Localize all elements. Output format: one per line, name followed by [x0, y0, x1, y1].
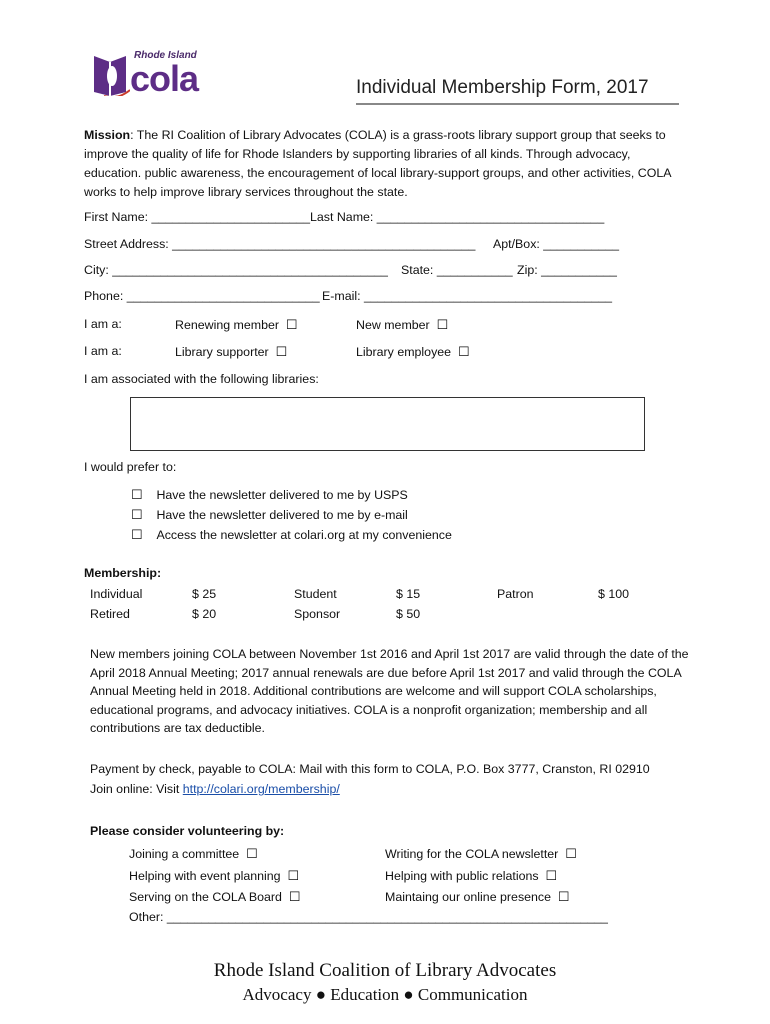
- volunteer-event-checkbox[interactable]: ☐: [287, 868, 300, 883]
- book-icon: [90, 52, 130, 96]
- footer-tagline: Advocacy ● Education ● Communication: [242, 985, 528, 1004]
- volunteer-newsletter-checkbox[interactable]: ☐: [565, 846, 577, 861]
- new-member-option[interactable]: [356, 317, 448, 333]
- library-employee-label: Library employee: [356, 345, 452, 359]
- email-field[interactable]: E-mail: ____________________________________: [322, 289, 613, 303]
- membership-retired: Retired: [90, 607, 130, 621]
- volunteer-board[interactable]: [129, 889, 300, 905]
- iam-label-2: I am a:: [84, 344, 122, 358]
- volunteer-committee-checkbox[interactable]: ☐: [246, 846, 258, 861]
- page-title: Individual Membership Form, 2017: [356, 77, 649, 98]
- membership-individual-price: $ 25: [192, 587, 217, 601]
- libraries-textbox[interactable]: [130, 397, 645, 451]
- mission-label: Mission: [84, 128, 131, 142]
- cola-logo: [90, 46, 220, 102]
- volunteer-board-checkbox[interactable]: ☐: [288, 889, 301, 904]
- library-employee-checkbox[interactable]: ☐: [457, 344, 470, 359]
- phone-field[interactable]: Phone: ____________________________: [84, 289, 320, 303]
- volunteer-pr-label: Helping with public relations: [385, 869, 539, 883]
- membership-student: Student: [294, 587, 337, 601]
- membership-patron: Patron: [497, 587, 534, 601]
- title-rule: [356, 103, 679, 105]
- library-supporter-option[interactable]: [175, 344, 287, 360]
- usps-checkbox[interactable]: ☐: [131, 487, 143, 502]
- payment-instructions: Payment by check, payable to COLA: Mail with this form to COLA, P.O. Box 3777, Cranston, RI 02910: [90, 762, 650, 776]
- prefer-label: I would prefer to:: [84, 460, 177, 474]
- first-name-field[interactable]: First Name: _______________________: [84, 210, 310, 224]
- street-address-field[interactable]: Street Address: ____________________________________________: [84, 237, 476, 251]
- volunteer-heading: Please consider volunteering by:: [90, 824, 285, 838]
- membership-retired-price: $ 20: [192, 607, 217, 621]
- renewing-member-option[interactable]: [175, 317, 298, 333]
- library-supporter-label: Library supporter: [175, 345, 269, 359]
- volunteer-pr-checkbox[interactable]: ☐: [545, 868, 558, 883]
- membership-individual: Individual: [90, 587, 143, 601]
- volunteer-committee-label: Joining a committee: [129, 847, 240, 861]
- new-member-label: New member: [356, 318, 430, 332]
- email-newsletter-label: Have the newsletter delivered to me by e-mail: [156, 508, 408, 522]
- volunteer-online[interactable]: [385, 889, 570, 905]
- volunteer-online-label: Maintaing our online presence: [385, 890, 552, 904]
- logo-big-text: cola: [130, 58, 199, 99]
- volunteer-pr[interactable]: [385, 868, 557, 884]
- logo-small-text: Rhode Island: [134, 50, 197, 61]
- iam-label-1: I am a:: [84, 317, 122, 331]
- volunteer-event[interactable]: [129, 868, 299, 884]
- membership-patron-price: $ 100: [598, 587, 630, 601]
- prefer-option-usps[interactable]: [131, 487, 408, 503]
- last-name-field[interactable]: Last Name: _________________________________: [310, 210, 605, 224]
- email-newsletter-checkbox[interactable]: ☐: [131, 507, 143, 522]
- join-online-label: Join online: Visit: [90, 782, 183, 796]
- renewing-member-label: Renewing member: [175, 318, 279, 332]
- volunteer-board-label: Serving on the COLA Board: [129, 890, 282, 904]
- membership-sponsor-price: $ 50: [396, 607, 421, 621]
- renewing-member-checkbox[interactable]: ☐: [285, 317, 298, 332]
- membership-heading: Membership:: [84, 566, 162, 580]
- volunteer-newsletter[interactable]: [385, 846, 577, 862]
- membership-link[interactable]: http://colari.org/membership/: [182, 782, 340, 796]
- membership-sponsor: Sponsor: [294, 607, 341, 621]
- volunteer-event-label: Helping with event planning: [129, 869, 281, 883]
- zip-field[interactable]: Zip: ___________: [517, 263, 617, 277]
- city-field[interactable]: City: ________________________________________: [84, 263, 388, 277]
- online-checkbox[interactable]: ☐: [131, 527, 143, 542]
- membership-notice: New members joining COLA between November 1st 2016 and April 1st 2017 are valid through the date of the April 2018 Annual Meeting; 2017 annual renewals are due before April 1st 2017 and valid through the COLA Annual Meeting held in 2018. Additional contributions are welcome and will support COLA scholarships, educational programs, and advocacy initiatives. COLA is a nonprofit organization; membership and all contributions are tax deductible.: [90, 647, 689, 735]
- volunteer-newsletter-label: Writing for the COLA newsletter: [385, 847, 559, 861]
- library-supporter-checkbox[interactable]: ☐: [275, 344, 288, 359]
- online-label: Access the newsletter at colari.org at my convenience: [156, 528, 452, 542]
- volunteer-committee[interactable]: [129, 846, 258, 862]
- library-employee-option[interactable]: [356, 344, 470, 360]
- apt-box-field[interactable]: Apt/Box: ___________: [493, 237, 620, 251]
- new-member-checkbox[interactable]: ☐: [436, 317, 449, 332]
- prefer-option-email[interactable]: [131, 507, 408, 523]
- membership-student-price: $ 15: [396, 587, 421, 601]
- mission-text: : The RI Coalition of Library Advocates (COLA) is a grass-roots library support group that seeks to improve the quality of life for Rhode Islanders by supporting libraries of all kinds. Through advocacy, education. public awareness, the encouragement of local library-support groups, and other activities, COLA works to help improve library services throughout the state.: [84, 128, 671, 199]
- footer-org-name: Rhode Island Coalition of Library Advocates: [213, 960, 557, 981]
- volunteer-other-field[interactable]: Other: ________________________________________________________________: [129, 910, 608, 924]
- usps-label: Have the newsletter delivered to me by USPS: [156, 488, 408, 502]
- state-field[interactable]: State: ___________: [401, 263, 513, 277]
- mission-paragraph: [84, 126, 684, 202]
- prefer-option-online[interactable]: [131, 527, 452, 543]
- volunteer-online-checkbox[interactable]: ☐: [557, 889, 570, 904]
- libraries-label: I am associated with the following libraries:: [84, 372, 319, 386]
- join-online-line: [90, 782, 340, 796]
